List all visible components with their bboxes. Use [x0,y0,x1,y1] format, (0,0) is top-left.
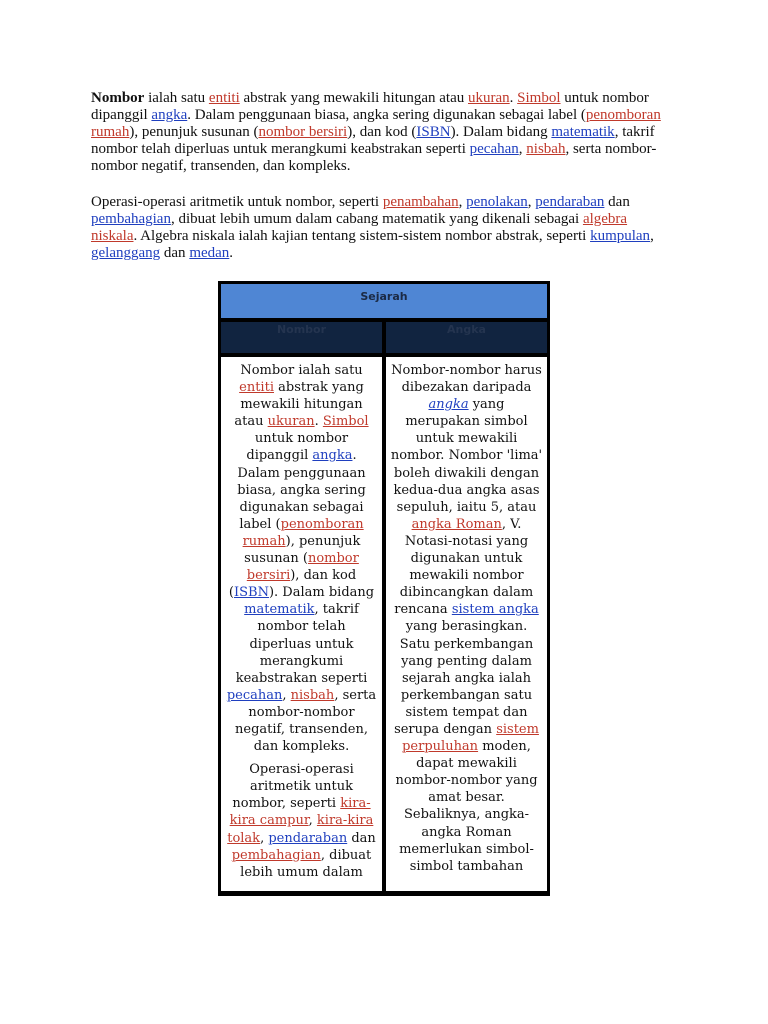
text-run: . [509,90,518,106]
link-nombor-bersiri[interactable]: nombor bersiri [246,551,359,584]
text-run: dan [347,830,376,846]
text-run: Nombor-nombor harus dibezakan daripada [391,363,542,396]
text-run: , dibuat lebih umum dalam cabang matematik yang dikenali sebagai [170,211,583,227]
link-isbn[interactable]: ISBN [416,124,451,140]
text-run: . [314,414,323,430]
cell-paragraph [225,761,378,881]
text-run: ), penunjuk susunan ( [129,124,259,140]
cell-paragraph [390,362,543,875]
link-simbol[interactable]: Simbol [322,414,369,430]
text-run: untuk nombor dipanggil [91,90,649,123]
link-kumpulan[interactable]: kumpulan [590,228,651,244]
link-pembahagian[interactable]: pembahagian [231,847,321,863]
text-run: , [527,194,536,210]
link-penambahan[interactable]: penambahan [382,194,459,210]
link-entiti[interactable]: entiti [239,380,274,396]
text-run: dan [604,194,630,210]
table-header: Sejarah [221,284,547,318]
link-nombor-bersiri[interactable]: nombor bersiri [258,124,348,140]
text-run: , [650,228,654,244]
sejarah-table [218,281,550,896]
link-pembahagian[interactable]: pembahagian [91,211,171,227]
link-gelanggang[interactable]: gelanggang [91,245,161,261]
paragraph-operasi [91,194,671,262]
link-matematik[interactable]: matematik [244,602,315,618]
text-run: Operasi-operasi aritmetik untuk nombor, seperti [232,762,354,812]
link-pecahan[interactable]: pecahan [226,687,283,703]
text-run: , [282,687,291,703]
column-header-angka: Angka [386,322,547,353]
term-nombor: Nombor [91,90,145,106]
text-run: . [229,245,234,261]
text-run: dan [160,245,190,261]
link-medan[interactable]: medan [189,245,230,261]
text-run: untuk nombor dipanggil [246,431,349,464]
link-pendaraban[interactable]: pendaraban [268,830,348,846]
link-isbn[interactable]: ISBN [233,585,269,601]
table-cell-angka [386,357,547,891]
link-penomboran-rumah[interactable]: penomboran rumah [242,516,364,549]
link-algebra-niskala[interactable]: algebra niskala [91,211,628,244]
link-ukuran[interactable]: ukuran [468,90,510,106]
text-run: abstrak yang mewakili hitungan atau [234,380,364,430]
link-entiti[interactable]: entiti [208,90,240,106]
text-run: ), dan kod ( [228,568,357,601]
text-run: ). Dalam bidang [268,585,375,601]
text-run: , [308,813,317,829]
link-sistem-perpuluhan[interactable]: sistem perpuluhan [402,721,539,755]
text-run: . Dalam penggunaan biasa, angka sering digunakan sebagai label ( [237,448,366,532]
text-run: , V. Notasi-notasi yang digunakan untuk mewakili nombor dibincangkan dalam rencana [394,516,534,618]
text-run: ialah satu [144,90,209,106]
link-angka[interactable]: angka [312,448,353,464]
link-kira-kira-campur[interactable]: kira-kira campur [229,796,371,829]
link-kira-kira-tolak[interactable]: kira-kira tolak [227,813,374,846]
link-nisbah[interactable]: nisbah [526,141,566,157]
text-run: yang merupakan simbol untuk mewakili nombor. Nombor 'lima' boleh diwakili dengan kedua-dua angka asas sepuluh, iaitu 5, atau [390,397,543,515]
cell-paragraph [225,362,378,755]
link-simbol[interactable]: Simbol [517,90,561,106]
text-run: , takrif nombor telah diperluas untuk merangkumi keabstrakan seperti [235,602,368,686]
link-pendaraban[interactable]: pendaraban [535,194,605,210]
text-run: ), penunjuk susunan ( [244,533,361,567]
text-run: , dibuat lebih umum dalam [240,847,372,880]
text-run: . Dalam penggunaan biasa, angka sering digunakan sebagai label ( [187,107,586,123]
text-run: ). Dalam bidang [450,124,552,140]
link-angka[interactable]: angka [428,397,469,413]
link-penolakan[interactable]: penolakan [466,194,528,210]
text-run: yang berasingkan. Satu perkembangan yang penting dalam sejarah angka ialah perkembangan satu sistem tempat dan serupa dengan [394,619,534,737]
link-matematik[interactable]: matematik [551,124,615,140]
text-run: , takrif nombor telah diperluas untuk merangkumi keabstrakan seperti [91,124,655,157]
text-run: ), dan kod ( [347,124,417,140]
link-angka[interactable]: angka [151,107,188,123]
link-sistem-angka[interactable]: sistem angka [451,602,539,618]
link-ukuran[interactable]: ukuran [267,414,315,430]
paragraph-intro [91,90,671,175]
text-run: , [458,194,467,210]
text-run: , serta nombor-nombor negatif, transenden, dan kompleks. [235,687,377,755]
link-penomboran-rumah[interactable]: penomboran rumah [91,107,661,140]
text-run: Operasi-operasi aritmetik untuk nombor, seperti [91,194,383,210]
link-nisbah[interactable]: nisbah [290,687,335,703]
text-run: , serta nombor-nombor negatif, transenden, dan kompleks. [91,141,657,174]
text-run: . Algebra niskala ialah kajian tentang sistem-sistem nombor abstrak, seperti [133,228,591,244]
link-pecahan[interactable]: pecahan [469,141,519,157]
text-run: abstrak yang mewakili hitungan atau [239,90,469,106]
text-run: Nombor ialah satu [240,363,363,378]
text-run: , [518,141,527,157]
text-run: moden, dapat mewakili nombor-nombor yang amat besar. Sebaliknya, angka-angka Roman memerlukan simbol-simbol tambahan [395,739,538,874]
table-cell-nombor [221,357,382,891]
text-run: , [260,830,269,846]
column-header-nombor: Nombor [221,322,382,353]
link-angka-roman[interactable]: angka Roman [411,516,502,532]
